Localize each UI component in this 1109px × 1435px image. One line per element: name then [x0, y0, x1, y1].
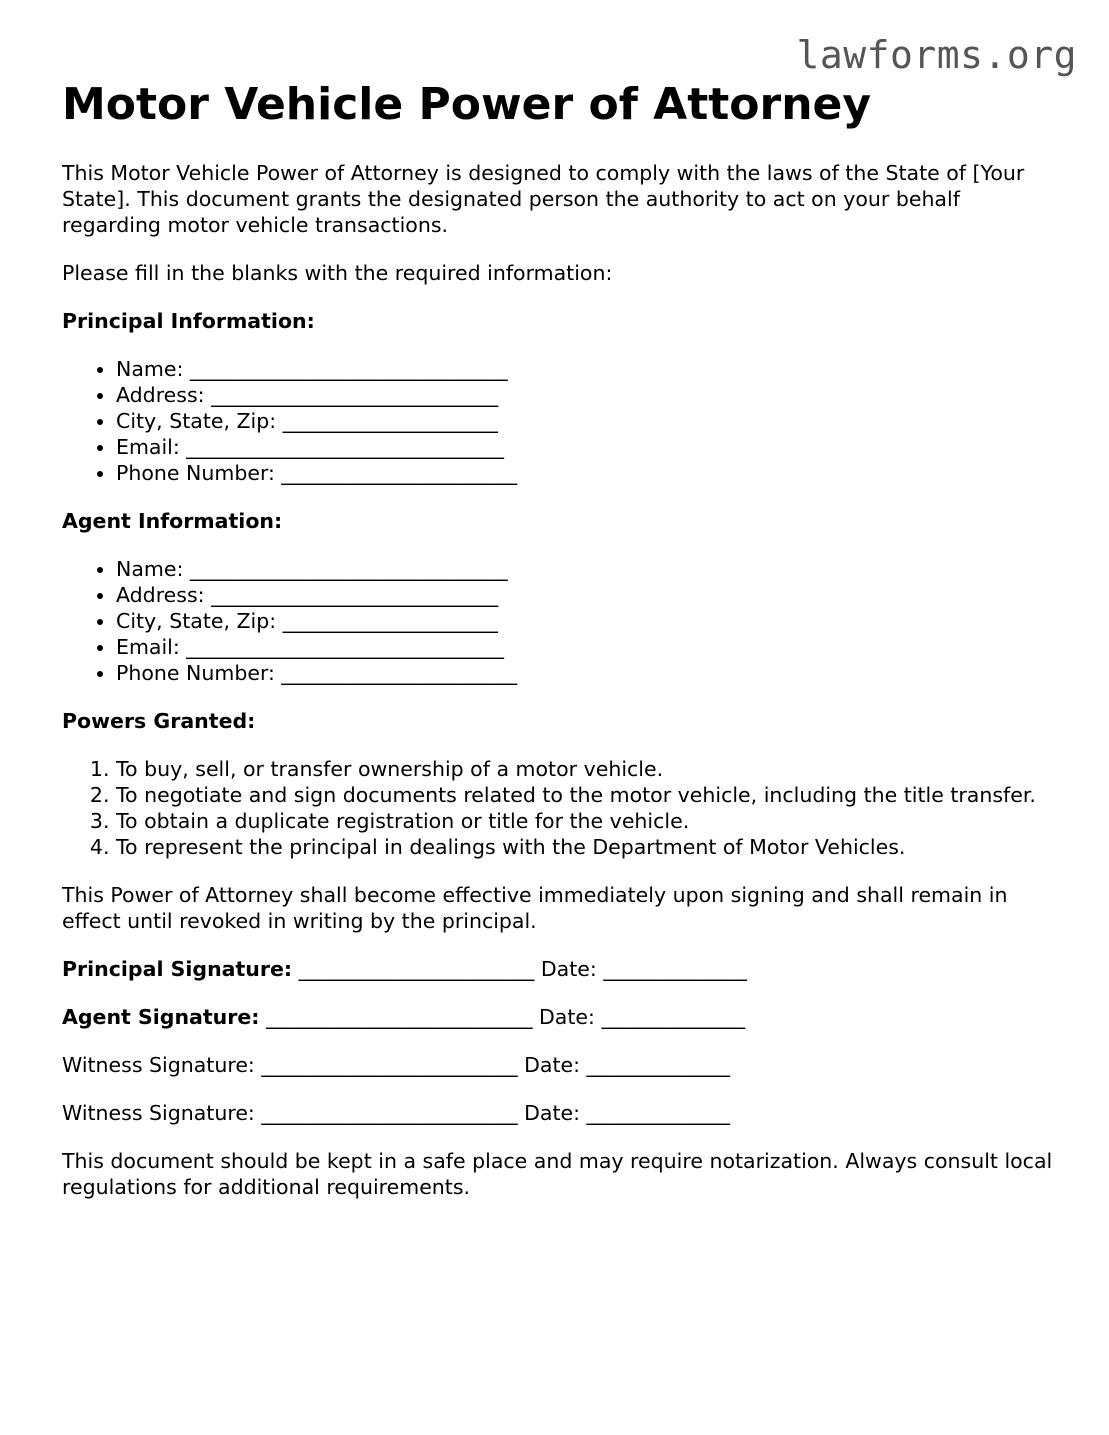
principal-signature-line: [62, 956, 1062, 982]
agent-email-field: • Email: _______________________________: [116, 634, 1062, 660]
agent-field-list: [62, 556, 1062, 686]
principal-signature-label: Principal Signature:: [62, 957, 293, 981]
page-title: Motor Vehicle Power of Attorney: [62, 79, 872, 130]
principal-email-field: • Email: _______________________________: [116, 434, 1062, 460]
intro-paragraph: This Motor Vehicle Power of Attorney is designed to comply with the laws of the State of [Your State]. This document grants the designated person the authority to act on your behalf regarding motor vehicle transactions.: [62, 161, 1025, 237]
closing-paragraph: This document should be kept in a safe place and may require notarization. Always consult local regulations for additional requirements.: [62, 1149, 1053, 1199]
power-item: 1. To buy, sell, or transfer ownership of a motor vehicle.: [116, 756, 1062, 782]
principal-heading: Principal Information:: [62, 309, 315, 333]
principal-signature-blank: _______________________ Date: ______________: [292, 957, 747, 981]
powers-list: [62, 756, 1062, 860]
instruction-text: Please fill in the blanks with the required information:: [62, 261, 613, 285]
agent-signature-line: [62, 1004, 1062, 1030]
agent-signature-blank: __________________________ Date: ______________: [259, 1005, 745, 1029]
witness-signature-line-1: Witness Signature: _________________________ Date: ______________: [62, 1053, 731, 1077]
principal-name-field: • Name: _______________________________: [116, 356, 1062, 382]
power-item: 2. To negotiate and sign documents related to the motor vehicle, including the title transfer.: [116, 782, 1062, 808]
agent-name-field: • Name: _______________________________: [116, 556, 1062, 582]
power-item: 4. To represent the principal in dealings with the Department of Motor Vehicles.: [116, 834, 1062, 860]
agent-phone-field: • Phone Number: _______________________: [116, 660, 1062, 686]
agent-address-field: • Address: ____________________________: [116, 582, 1062, 608]
effective-paragraph: This Power of Attorney shall become effective immediately upon signing and shall remain in effect until revoked in writing by the principal.: [62, 883, 1008, 933]
watermark-text: lawforms.org: [796, 33, 1077, 77]
agent-city-state-zip-field: • City, State, Zip: _____________________: [116, 608, 1062, 634]
power-item: 3. To obtain a duplicate registration or title for the vehicle.: [116, 808, 1062, 834]
document-body: [62, 78, 1062, 1200]
principal-phone-field: • Phone Number: _______________________: [116, 460, 1062, 486]
principal-address-field: • Address: ____________________________: [116, 382, 1062, 408]
witness-signature-line-2: Witness Signature: _________________________ Date: ______________: [62, 1101, 731, 1125]
agent-heading: Agent Information:: [62, 509, 283, 533]
principal-field-list: [62, 356, 1062, 486]
powers-heading: Powers Granted:: [62, 709, 256, 733]
principal-city-state-zip-field: • City, State, Zip: _____________________: [116, 408, 1062, 434]
agent-signature-label: Agent Signature:: [62, 1005, 260, 1029]
